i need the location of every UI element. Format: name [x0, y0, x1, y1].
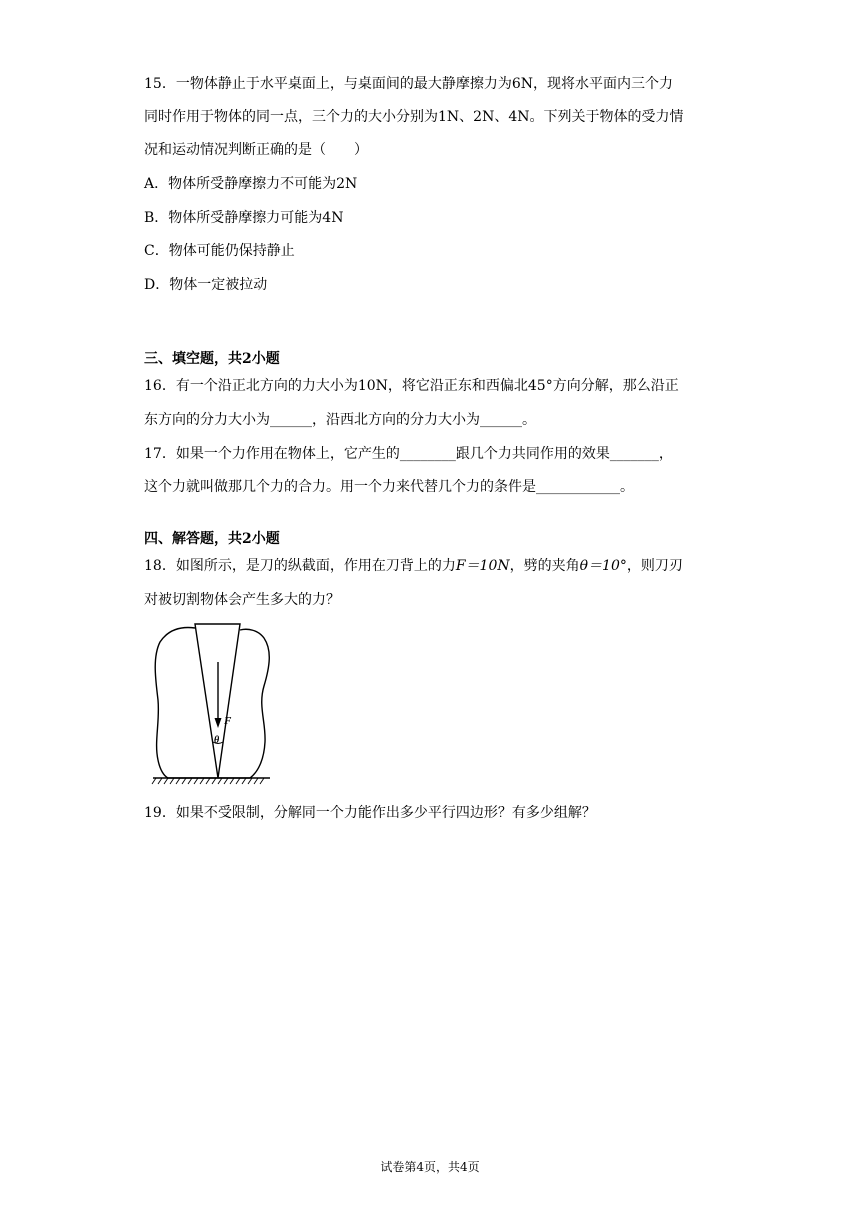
force-label: F — [224, 715, 232, 727]
theta-label: θ — [214, 735, 220, 746]
section-4-heading: 四、解答题，共2小题 — [144, 531, 280, 547]
ground-hatching — [152, 778, 264, 784]
section-3-heading: 三、填空题，共2小题 — [144, 351, 280, 367]
q16-line-2: 东方向的分力大小为______，沿西北方向的分力大小为______。 — [144, 412, 536, 428]
q18-formula-force: F＝10N — [455, 558, 510, 574]
q15-line-2: 同时作用于物体的同一点，三个力的大小分别为1N、2N、4N。下列关于物体的受力情 — [144, 109, 684, 125]
q15-option-c: C．物体可能仍保持静止 — [144, 243, 295, 259]
q18-text-b: ，劈的夹角 — [509, 558, 580, 574]
page-footer: 试卷第4页，共4页 — [380, 1160, 480, 1174]
knife-wedge-figure — [150, 622, 275, 786]
q15-line-1: 15．一物体静止于水平桌面上，与桌面间的最大静摩擦力为6N，现将水平面内三个力 — [144, 76, 673, 92]
q17-line-2: 这个力就叫做那几个力的合力。用一个力来代替几个力的条件是____________。 — [144, 479, 634, 495]
q18-text-c: ，则刀刃 — [626, 558, 683, 574]
q18-formula-angle: θ＝10° — [579, 558, 627, 574]
q18-line-2: 对被切割物体会产生多大的力？ — [144, 592, 340, 608]
q16-line-1: 16．有一个沿正北方向的力大小为10N，将它沿正东和西偏北45°方向分解，那么沿正 — [144, 378, 679, 394]
q19-line-1: 19．如果不受限制，分解同一个力能作出多少平行四边形？有多少组解？ — [144, 805, 596, 821]
q18-line-1 — [144, 557, 683, 575]
q15-option-a: A．物体所受静摩擦力不可能为2N — [144, 176, 358, 192]
q15-line-3: 况和运动情况判断正确的是（ ） — [144, 142, 368, 158]
q15-option-d: D．物体一定被拉动 — [144, 277, 268, 293]
q18-text-a: 18．如图所示，是刀的纵截面，作用在刀背上的力 — [144, 558, 456, 574]
q15-option-b: B．物体所受静摩擦力可能为4N — [144, 210, 344, 226]
q17-line-1: 17．如果一个力作用在物体上，它产生的________跟几个力共同作用的效果_______， — [144, 446, 673, 462]
